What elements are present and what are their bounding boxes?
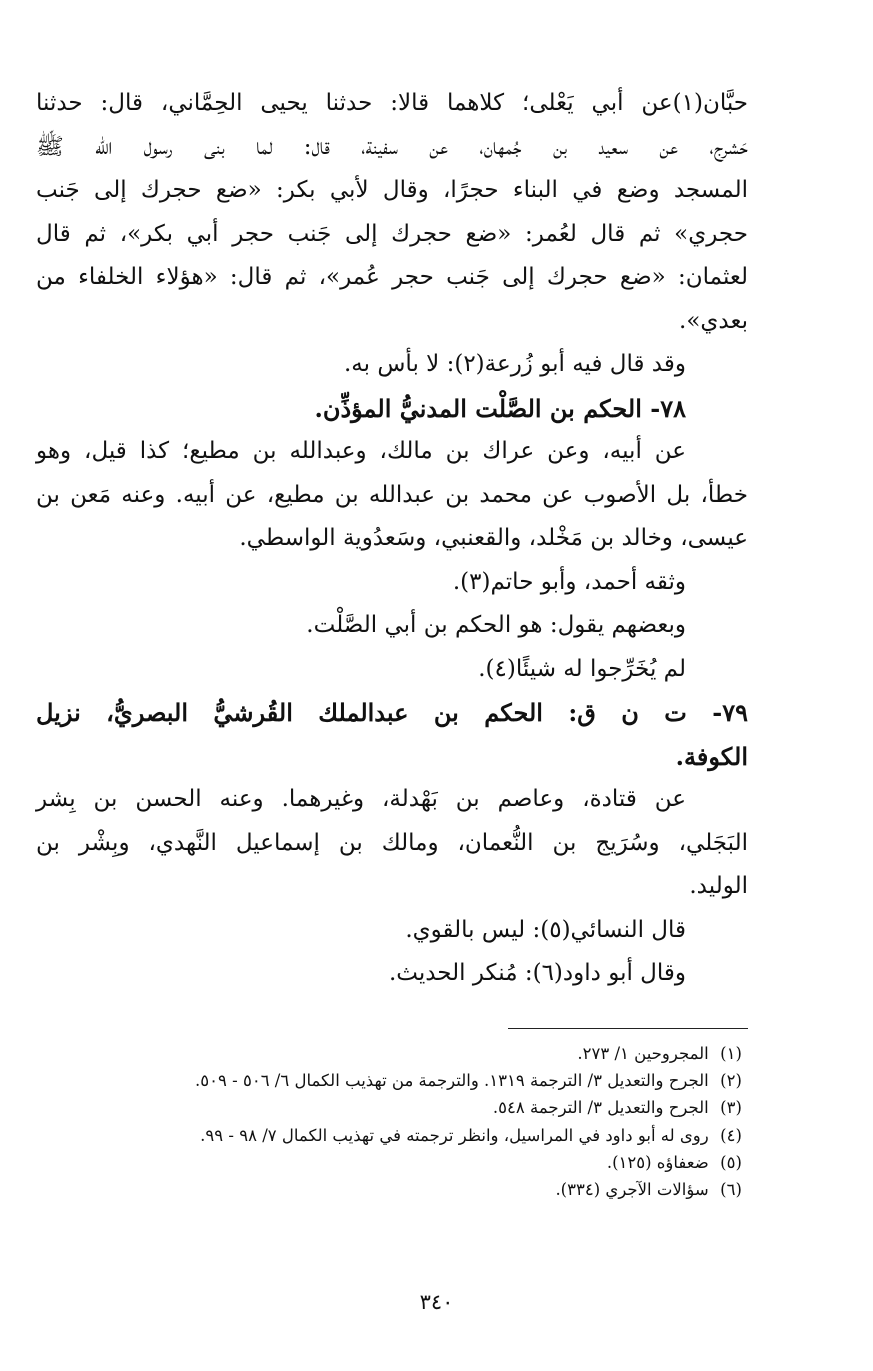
footnote-number: (٢) — [720, 1071, 742, 1091]
text-line: وقد قال فيه أبو زُرعة(٢): لا بأس به. — [344, 351, 686, 377]
text-line: حبَّان(١)عن أبي يَعْلى؛ كلاهما قالا: حدثنا يحيى الحِمَّاني، قال: حدثنا — [36, 90, 748, 116]
footnote — [36, 1067, 748, 1094]
entry-heading-79: ٧٩- ت ن ق: الحكم بن عبدالملك القُرشيُّ البصريُّ، نزيل — [36, 698, 748, 727]
text-line: لم يُخَرِّجوا له شيئًا(٤). — [478, 655, 686, 682]
footnote-number: (٣) — [720, 1098, 742, 1118]
text-line: خطأ، بل الأصوب عن محمد بن عبدالله بن مطيع، عن أبيه. وعنه مَعن بن — [36, 481, 748, 508]
footnote-text: روى له أبو داود في المراسيل، وانظر ترجمته في تهذيب الكمال ٧/ ٩٨ - ٩٩. — [200, 1125, 709, 1145]
footnote — [36, 1094, 748, 1121]
text-line: البَجَلي، وسُرَيج بن النُّعمان، ومالك بن إسماعيل النَّهدي، وبِشْر بن — [36, 829, 748, 856]
text-line: وبعضهم يقول: هو الحكم بن أبي الصَّلْت. — [306, 612, 686, 638]
footnote-text: الجرح والتعديل ٣/ الترجمة ١٣١٩. والترجمة من تهذيب الكمال ٦/ ٥٠٦ - ٥٠٩. — [195, 1071, 709, 1091]
footnote-number: (٥) — [720, 1152, 742, 1172]
text-line: عيسى، وخالد بن مَخْلد، والقعنبي، وسَعدُوية الواسطي. — [239, 525, 748, 551]
text-line: وقال أبو داود(٦): مُنكر الحديث. — [388, 960, 686, 986]
text-line: عن أبيه، وعن عراك بن مالك، وعبدالله بن مطيع؛ كذا قيل، وهو — [36, 438, 686, 464]
footnote-divider — [508, 1028, 748, 1029]
footnote-text: سؤالات الآجري (٣٣٤). — [555, 1180, 709, 1200]
footnotes — [36, 1040, 748, 1203]
footnote — [36, 1149, 748, 1176]
text-line: لعثمان: «ضع حجرك إلى جَنب حجر عُمر»، ثم قال: «هؤلاء الخلفاء من — [36, 264, 748, 290]
footnote-number: (١) — [720, 1044, 742, 1063]
text-line: حجري» ثم قال لعُمر: «ضع حجرك إلى جَنب حجر أبي بكر»، ثم قال — [36, 220, 748, 247]
text-line: عن قتادة، وعاصم بن بَهْدلة، وغيرهما. وعنه الحسن بن بِشر — [36, 786, 686, 812]
text-line: المسجد وضع في البناء حجرًا، وقال لأبي بكر: «ضع حجرك إلى جَنب — [36, 177, 748, 203]
page-number: ٣٤٠ — [419, 1290, 454, 1314]
main-text — [36, 82, 748, 996]
footnote-text: المجروحين ١/ ٢٧٣. — [577, 1044, 709, 1063]
footnote — [36, 1122, 748, 1149]
text-line: حَشرج، عن سعيد بن جُمهان، عن سفينة، قال: لما بنى رسول الله ﷺ — [36, 133, 748, 160]
footnote-text: ضعفاؤه (١٢٥). — [606, 1152, 709, 1172]
footnote-text: الجرح والتعديل ٣/ الترجمة ٥٤٨. — [492, 1098, 709, 1118]
entry-heading-78: ٧٨- الحكم بن الصَّلْت المدنيُّ المؤذِّن. — [314, 393, 686, 423]
text-line: وثقه أحمد، وأبو حاتم(٣). — [452, 568, 686, 595]
text-line: بعدي». — [679, 307, 748, 334]
footnote — [36, 1040, 748, 1067]
footnote-number: (٤) — [720, 1125, 742, 1145]
entry-heading-79-cont: الكوفة. — [675, 741, 748, 771]
footnote — [36, 1176, 748, 1203]
text-line: الوليد. — [689, 873, 748, 899]
text-line: قال النسائي(٥): ليس بالقوي. — [405, 916, 686, 943]
footnote-number: (٦) — [720, 1180, 742, 1200]
